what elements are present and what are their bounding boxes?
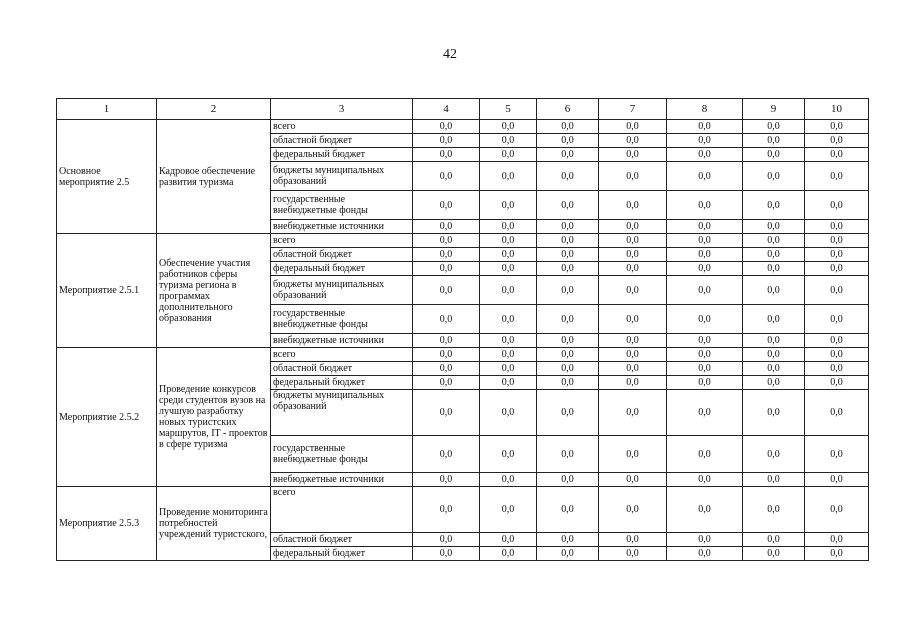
value-cell: 0,0 xyxy=(667,362,743,376)
value-cell: 0,0 xyxy=(805,248,869,262)
value-cell: 0,0 xyxy=(805,276,869,305)
value-cell: 0,0 xyxy=(743,305,805,334)
value-cell: 0,0 xyxy=(667,390,743,436)
value-cell: 0,0 xyxy=(413,334,480,348)
value-cell: 0,0 xyxy=(537,248,599,262)
value-cell: 0,0 xyxy=(537,473,599,487)
value-cell: 0,0 xyxy=(413,436,480,473)
value-cell: 0,0 xyxy=(413,473,480,487)
value-cell: 0,0 xyxy=(805,362,869,376)
table-header-row xyxy=(57,99,869,120)
value-cell: 0,0 xyxy=(667,248,743,262)
funding-source: федеральный бюджет xyxy=(271,547,413,561)
value-cell: 0,0 xyxy=(480,376,537,390)
value-cell: 0,0 xyxy=(599,234,667,248)
value-cell: 0,0 xyxy=(480,120,537,134)
value-cell: 0,0 xyxy=(413,148,480,162)
value-cell: 0,0 xyxy=(599,334,667,348)
value-cell: 0,0 xyxy=(743,390,805,436)
table-row xyxy=(57,348,869,362)
value-cell: 0,0 xyxy=(413,120,480,134)
measure-name: Мероприятие 2.5.2 xyxy=(57,348,157,487)
value-cell: 0,0 xyxy=(805,162,869,191)
value-cell: 0,0 xyxy=(599,547,667,561)
value-cell: 0,0 xyxy=(413,376,480,390)
value-cell: 0,0 xyxy=(537,533,599,547)
value-cell: 0,0 xyxy=(743,547,805,561)
column-header: 3 xyxy=(271,99,413,120)
value-cell: 0,0 xyxy=(805,348,869,362)
value-cell: 0,0 xyxy=(480,348,537,362)
value-cell: 0,0 xyxy=(599,134,667,148)
value-cell: 0,0 xyxy=(805,120,869,134)
column-header: 1 xyxy=(57,99,157,120)
value-cell: 0,0 xyxy=(413,533,480,547)
value-cell: 0,0 xyxy=(667,487,743,533)
value-cell: 0,0 xyxy=(537,436,599,473)
funding-source: государственные внебюджетные фонды xyxy=(271,305,413,334)
value-cell: 0,0 xyxy=(805,376,869,390)
value-cell: 0,0 xyxy=(805,547,869,561)
value-cell: 0,0 xyxy=(805,390,869,436)
funding-source: областной бюджет xyxy=(271,533,413,547)
value-cell: 0,0 xyxy=(667,436,743,473)
value-cell: 0,0 xyxy=(743,276,805,305)
value-cell: 0,0 xyxy=(480,276,537,305)
value-cell: 0,0 xyxy=(743,148,805,162)
value-cell: 0,0 xyxy=(805,134,869,148)
table-row xyxy=(57,120,869,134)
value-cell: 0,0 xyxy=(480,162,537,191)
column-header: 10 xyxy=(805,99,869,120)
value-cell: 0,0 xyxy=(599,376,667,390)
value-cell: 0,0 xyxy=(805,487,869,533)
value-cell: 0,0 xyxy=(743,191,805,220)
value-cell: 0,0 xyxy=(599,276,667,305)
value-cell: 0,0 xyxy=(667,120,743,134)
value-cell: 0,0 xyxy=(805,234,869,248)
value-cell: 0,0 xyxy=(480,334,537,348)
measure-name: Основное мероприятие 2.5 xyxy=(57,120,157,234)
value-cell: 0,0 xyxy=(667,334,743,348)
value-cell: 0,0 xyxy=(537,162,599,191)
page-number: 42 xyxy=(443,47,457,62)
value-cell: 0,0 xyxy=(667,191,743,220)
funding-source: бюджеты муниципальных образований xyxy=(271,162,413,191)
value-cell: 0,0 xyxy=(667,547,743,561)
funding-source: внебюджетные источники xyxy=(271,334,413,348)
value-cell: 0,0 xyxy=(805,334,869,348)
funding-source: государственные внебюджетные фонды xyxy=(271,191,413,220)
value-cell: 0,0 xyxy=(667,162,743,191)
value-cell: 0,0 xyxy=(599,473,667,487)
value-cell: 0,0 xyxy=(480,362,537,376)
column-header: 5 xyxy=(480,99,537,120)
value-cell: 0,0 xyxy=(743,248,805,262)
column-header: 9 xyxy=(743,99,805,120)
value-cell: 0,0 xyxy=(599,148,667,162)
value-cell: 0,0 xyxy=(537,276,599,305)
value-cell: 0,0 xyxy=(480,234,537,248)
column-header: 8 xyxy=(667,99,743,120)
value-cell: 0,0 xyxy=(743,473,805,487)
value-cell: 0,0 xyxy=(480,436,537,473)
column-header: 6 xyxy=(537,99,599,120)
value-cell: 0,0 xyxy=(805,191,869,220)
value-cell: 0,0 xyxy=(743,120,805,134)
column-header: 4 xyxy=(413,99,480,120)
value-cell: 0,0 xyxy=(537,234,599,248)
value-cell: 0,0 xyxy=(480,248,537,262)
value-cell: 0,0 xyxy=(743,134,805,148)
funding-source: областной бюджет xyxy=(271,248,413,262)
funding-source: внебюджетные источники xyxy=(271,220,413,234)
value-cell: 0,0 xyxy=(537,362,599,376)
funding-source: бюджеты муниципальных образований xyxy=(271,390,413,436)
value-cell: 0,0 xyxy=(480,547,537,561)
measure-description: Обеспечение участия работников сферы туризма региона в программах дополнительного образования xyxy=(157,234,271,348)
value-cell: 0,0 xyxy=(805,436,869,473)
value-cell: 0,0 xyxy=(743,262,805,276)
table-row xyxy=(57,234,869,248)
value-cell: 0,0 xyxy=(413,162,480,191)
column-header: 7 xyxy=(599,99,667,120)
value-cell: 0,0 xyxy=(480,487,537,533)
value-cell: 0,0 xyxy=(480,262,537,276)
measure-name: Мероприятие 2.5.1 xyxy=(57,234,157,348)
value-cell: 0,0 xyxy=(743,533,805,547)
value-cell: 0,0 xyxy=(667,348,743,362)
value-cell: 0,0 xyxy=(667,305,743,334)
value-cell: 0,0 xyxy=(537,120,599,134)
value-cell: 0,0 xyxy=(480,390,537,436)
value-cell: 0,0 xyxy=(805,262,869,276)
funding-source: областной бюджет xyxy=(271,134,413,148)
value-cell: 0,0 xyxy=(537,390,599,436)
value-cell: 0,0 xyxy=(480,220,537,234)
value-cell: 0,0 xyxy=(743,162,805,191)
value-cell: 0,0 xyxy=(805,533,869,547)
funding-source: областной бюджет xyxy=(271,362,413,376)
funding-source: всего xyxy=(271,120,413,134)
value-cell: 0,0 xyxy=(537,487,599,533)
value-cell: 0,0 xyxy=(480,134,537,148)
value-cell: 0,0 xyxy=(743,348,805,362)
value-cell: 0,0 xyxy=(537,305,599,334)
value-cell: 0,0 xyxy=(413,191,480,220)
value-cell: 0,0 xyxy=(480,148,537,162)
funding-source: федеральный бюджет xyxy=(271,262,413,276)
funding-source: бюджеты муниципальных образований xyxy=(271,276,413,305)
value-cell: 0,0 xyxy=(667,473,743,487)
value-cell: 0,0 xyxy=(599,262,667,276)
value-cell: 0,0 xyxy=(537,376,599,390)
value-cell: 0,0 xyxy=(537,191,599,220)
value-cell: 0,0 xyxy=(667,533,743,547)
value-cell: 0,0 xyxy=(537,220,599,234)
value-cell: 0,0 xyxy=(743,487,805,533)
value-cell: 0,0 xyxy=(667,234,743,248)
value-cell: 0,0 xyxy=(413,487,480,533)
value-cell: 0,0 xyxy=(413,220,480,234)
funding-source: федеральный бюджет xyxy=(271,148,413,162)
value-cell: 0,0 xyxy=(537,334,599,348)
value-cell: 0,0 xyxy=(599,348,667,362)
value-cell: 0,0 xyxy=(413,390,480,436)
value-cell: 0,0 xyxy=(537,348,599,362)
value-cell: 0,0 xyxy=(537,262,599,276)
value-cell: 0,0 xyxy=(537,134,599,148)
value-cell: 0,0 xyxy=(413,262,480,276)
measure-description: Проведение мониторинга потребностей учреждений туристского, xyxy=(157,487,271,561)
value-cell: 0,0 xyxy=(537,148,599,162)
value-cell: 0,0 xyxy=(743,436,805,473)
column-header: 2 xyxy=(157,99,271,120)
table-row xyxy=(57,487,869,533)
value-cell: 0,0 xyxy=(805,220,869,234)
value-cell: 0,0 xyxy=(537,547,599,561)
value-cell: 0,0 xyxy=(667,376,743,390)
value-cell: 0,0 xyxy=(413,276,480,305)
value-cell: 0,0 xyxy=(413,362,480,376)
value-cell: 0,0 xyxy=(805,473,869,487)
value-cell: 0,0 xyxy=(413,348,480,362)
value-cell: 0,0 xyxy=(743,376,805,390)
value-cell: 0,0 xyxy=(413,134,480,148)
value-cell: 0,0 xyxy=(667,276,743,305)
funding-source: всего xyxy=(271,234,413,248)
value-cell: 0,0 xyxy=(743,362,805,376)
value-cell: 0,0 xyxy=(599,362,667,376)
value-cell: 0,0 xyxy=(480,533,537,547)
value-cell: 0,0 xyxy=(743,220,805,234)
value-cell: 0,0 xyxy=(413,234,480,248)
value-cell: 0,0 xyxy=(599,248,667,262)
value-cell: 0,0 xyxy=(805,148,869,162)
value-cell: 0,0 xyxy=(480,473,537,487)
value-cell: 0,0 xyxy=(413,547,480,561)
value-cell: 0,0 xyxy=(599,533,667,547)
value-cell: 0,0 xyxy=(667,220,743,234)
value-cell: 0,0 xyxy=(599,162,667,191)
measure-name: Мероприятие 2.5.3 xyxy=(57,487,157,561)
value-cell: 0,0 xyxy=(667,134,743,148)
funding-source: федеральный бюджет xyxy=(271,376,413,390)
measure-description: Кадровое обеспечение развития туризма xyxy=(157,120,271,234)
value-cell: 0,0 xyxy=(667,148,743,162)
funding-source: внебюджетные источники xyxy=(271,473,413,487)
value-cell: 0,0 xyxy=(599,191,667,220)
value-cell: 0,0 xyxy=(480,305,537,334)
value-cell: 0,0 xyxy=(599,436,667,473)
value-cell: 0,0 xyxy=(599,487,667,533)
funding-source: всего xyxy=(271,348,413,362)
budget-table xyxy=(56,98,869,561)
value-cell: 0,0 xyxy=(599,120,667,134)
value-cell: 0,0 xyxy=(413,248,480,262)
value-cell: 0,0 xyxy=(743,234,805,248)
value-cell: 0,0 xyxy=(743,334,805,348)
value-cell: 0,0 xyxy=(413,305,480,334)
value-cell: 0,0 xyxy=(599,390,667,436)
funding-source: всего xyxy=(271,487,413,533)
value-cell: 0,0 xyxy=(599,220,667,234)
value-cell: 0,0 xyxy=(480,191,537,220)
measure-description: Проведение конкурсов среди студентов вузов на лучшую разработку новых туристских маршрутов, IT - проектов в сфере туризма xyxy=(157,348,271,487)
value-cell: 0,0 xyxy=(805,305,869,334)
funding-source: государственные внебюджетные фонды xyxy=(271,436,413,473)
value-cell: 0,0 xyxy=(599,305,667,334)
value-cell: 0,0 xyxy=(667,262,743,276)
